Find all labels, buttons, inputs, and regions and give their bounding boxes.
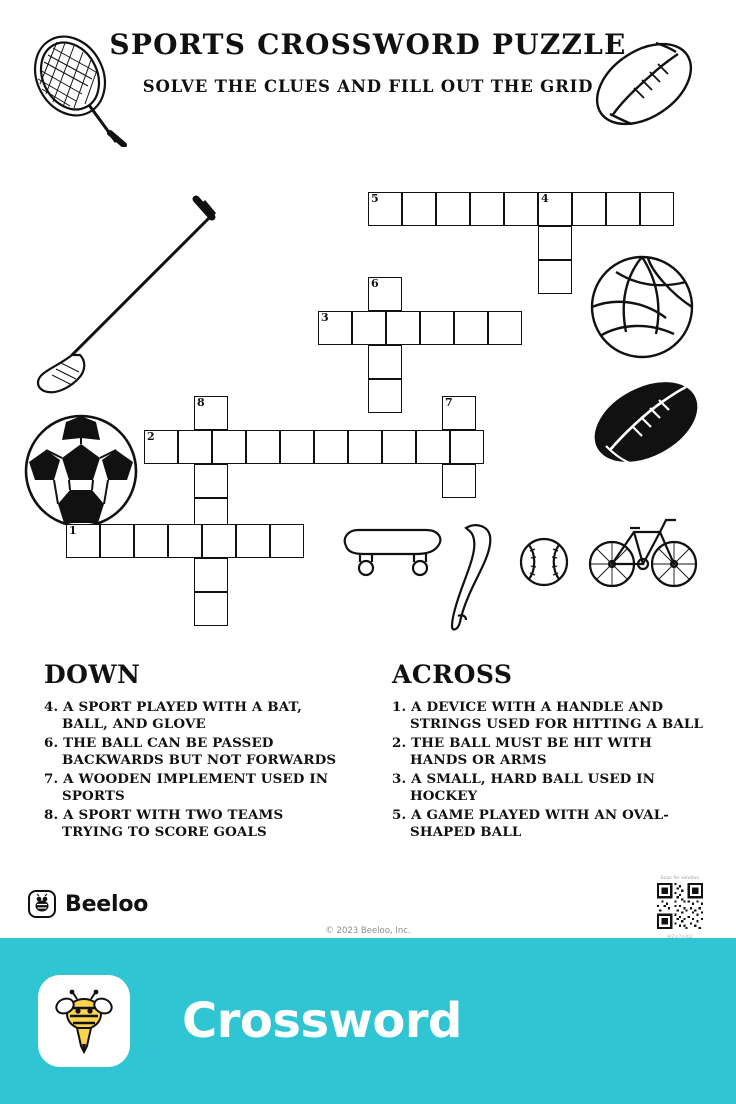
- grid-cell[interactable]: [314, 430, 348, 464]
- grid-cell[interactable]: [202, 524, 236, 558]
- grid-cell[interactable]: [212, 430, 246, 464]
- grid-cell[interactable]: [246, 430, 280, 464]
- grid-cell[interactable]: [436, 192, 470, 226]
- grid-cell[interactable]: [280, 430, 314, 464]
- grid-cell[interactable]: [572, 192, 606, 226]
- grid-cell-number: 4: [541, 192, 549, 205]
- clue-item: 1. A DEVICE WITH A HANDLE AND STRINGS USED FOR HITTING A BALL: [392, 699, 704, 732]
- page-title: SPORTS CROSSWORD PUZZLE: [109, 28, 627, 61]
- grid-cell[interactable]: [368, 192, 402, 226]
- grid-cell[interactable]: [382, 430, 416, 464]
- grid-cell[interactable]: [144, 430, 178, 464]
- grid-cell-number: 5: [371, 192, 379, 205]
- grid-cell[interactable]: [538, 192, 572, 226]
- qr-code-icon[interactable]: [657, 883, 703, 929]
- clues-section: [0, 660, 736, 880]
- grid-cell[interactable]: [504, 192, 538, 226]
- clue-item: 5. A GAME PLAYED WITH AN OVAL-SHAPED BALL: [392, 807, 669, 840]
- grid-cell[interactable]: [420, 311, 454, 345]
- grid-cell[interactable]: [178, 430, 212, 464]
- brand-name: Beeloo: [65, 891, 149, 917]
- grid-cell[interactable]: [348, 430, 382, 464]
- grid-cell-number: 3: [321, 311, 329, 324]
- grid-cell[interactable]: [194, 558, 228, 592]
- clues-down-heading: DOWN: [44, 660, 141, 689]
- grid-cell-number: 7: [445, 396, 453, 409]
- grid-cell[interactable]: [416, 430, 450, 464]
- grid-cell[interactable]: [402, 192, 436, 226]
- clue-item: 2. THE BALL MUST BE HIT WITH HANDS OR ARMS: [392, 735, 652, 768]
- clues-across-list: [392, 699, 712, 840]
- clue-item: 8. A SPORT WITH TWO TEAMS TRYING TO SCORE GOALS: [44, 807, 284, 840]
- grid-cell[interactable]: [368, 345, 402, 379]
- clue-item: 3. A SMALL, HARD BALL USED IN HOCKEY: [392, 771, 656, 804]
- grid-cell-number: 1: [69, 524, 77, 537]
- grid-cell[interactable]: [318, 311, 352, 345]
- copyright-text: © 2023 Beeloo, Inc.: [325, 926, 411, 936]
- grid-cell[interactable]: [606, 192, 640, 226]
- grid-cell[interactable]: [100, 524, 134, 558]
- grid-cell[interactable]: [442, 396, 476, 430]
- grid-cell[interactable]: [134, 524, 168, 558]
- grid-cell[interactable]: [488, 311, 522, 345]
- clue-item: 7. A WOODEN IMPLEMENT USED IN SPORTS: [44, 771, 329, 804]
- grid-cell[interactable]: [168, 524, 202, 558]
- banner-title: Crossword: [182, 993, 462, 1049]
- clues-across-heading: ACROSS: [392, 660, 513, 689]
- grid-cell[interactable]: [538, 260, 572, 294]
- clues-down: [44, 660, 344, 843]
- grid-cell-number: 8: [197, 396, 205, 409]
- beeloo-app-logo: [38, 975, 130, 1067]
- grid-cell[interactable]: [66, 524, 100, 558]
- clue-item: 4. A SPORT PLAYED WITH A BAT, BALL, AND GLOVE: [44, 699, 302, 732]
- grid-cell[interactable]: [386, 311, 420, 345]
- grid-cell[interactable]: [270, 524, 304, 558]
- grid-cell[interactable]: [194, 396, 228, 430]
- grid-cell[interactable]: [368, 379, 402, 413]
- grid-cell-number: 6: [371, 277, 379, 290]
- grid-cell[interactable]: [538, 226, 572, 260]
- qr-label: Scan for solution: [660, 876, 700, 881]
- grid-cell[interactable]: [470, 192, 504, 226]
- grid-cell[interactable]: [352, 311, 386, 345]
- grid-cell-number: 2: [147, 430, 155, 443]
- qr-block: [648, 876, 712, 940]
- grid-cell[interactable]: [640, 192, 674, 226]
- bee-pencil-icon: [49, 986, 119, 1056]
- grid-cell[interactable]: [442, 464, 476, 498]
- grid-cell[interactable]: [236, 524, 270, 558]
- brand: [28, 890, 148, 918]
- grid-cell[interactable]: [194, 592, 228, 626]
- grid-cell[interactable]: [450, 430, 484, 464]
- beeloo-bee-logo-icon: [28, 890, 56, 918]
- clue-item: 6. THE BALL CAN BE PASSED BACKWARDS BUT NOT FORWARDS: [44, 735, 337, 768]
- bottom-banner: [0, 938, 736, 1104]
- grid-cell[interactable]: [194, 464, 228, 498]
- page-subtitle: SOLVE THE CLUES AND FILL OUT THE GRID: [142, 77, 594, 96]
- grid-cell[interactable]: [454, 311, 488, 345]
- grid-cell[interactable]: [368, 277, 402, 311]
- clues-across: [392, 660, 712, 843]
- clues-down-list: [44, 699, 344, 840]
